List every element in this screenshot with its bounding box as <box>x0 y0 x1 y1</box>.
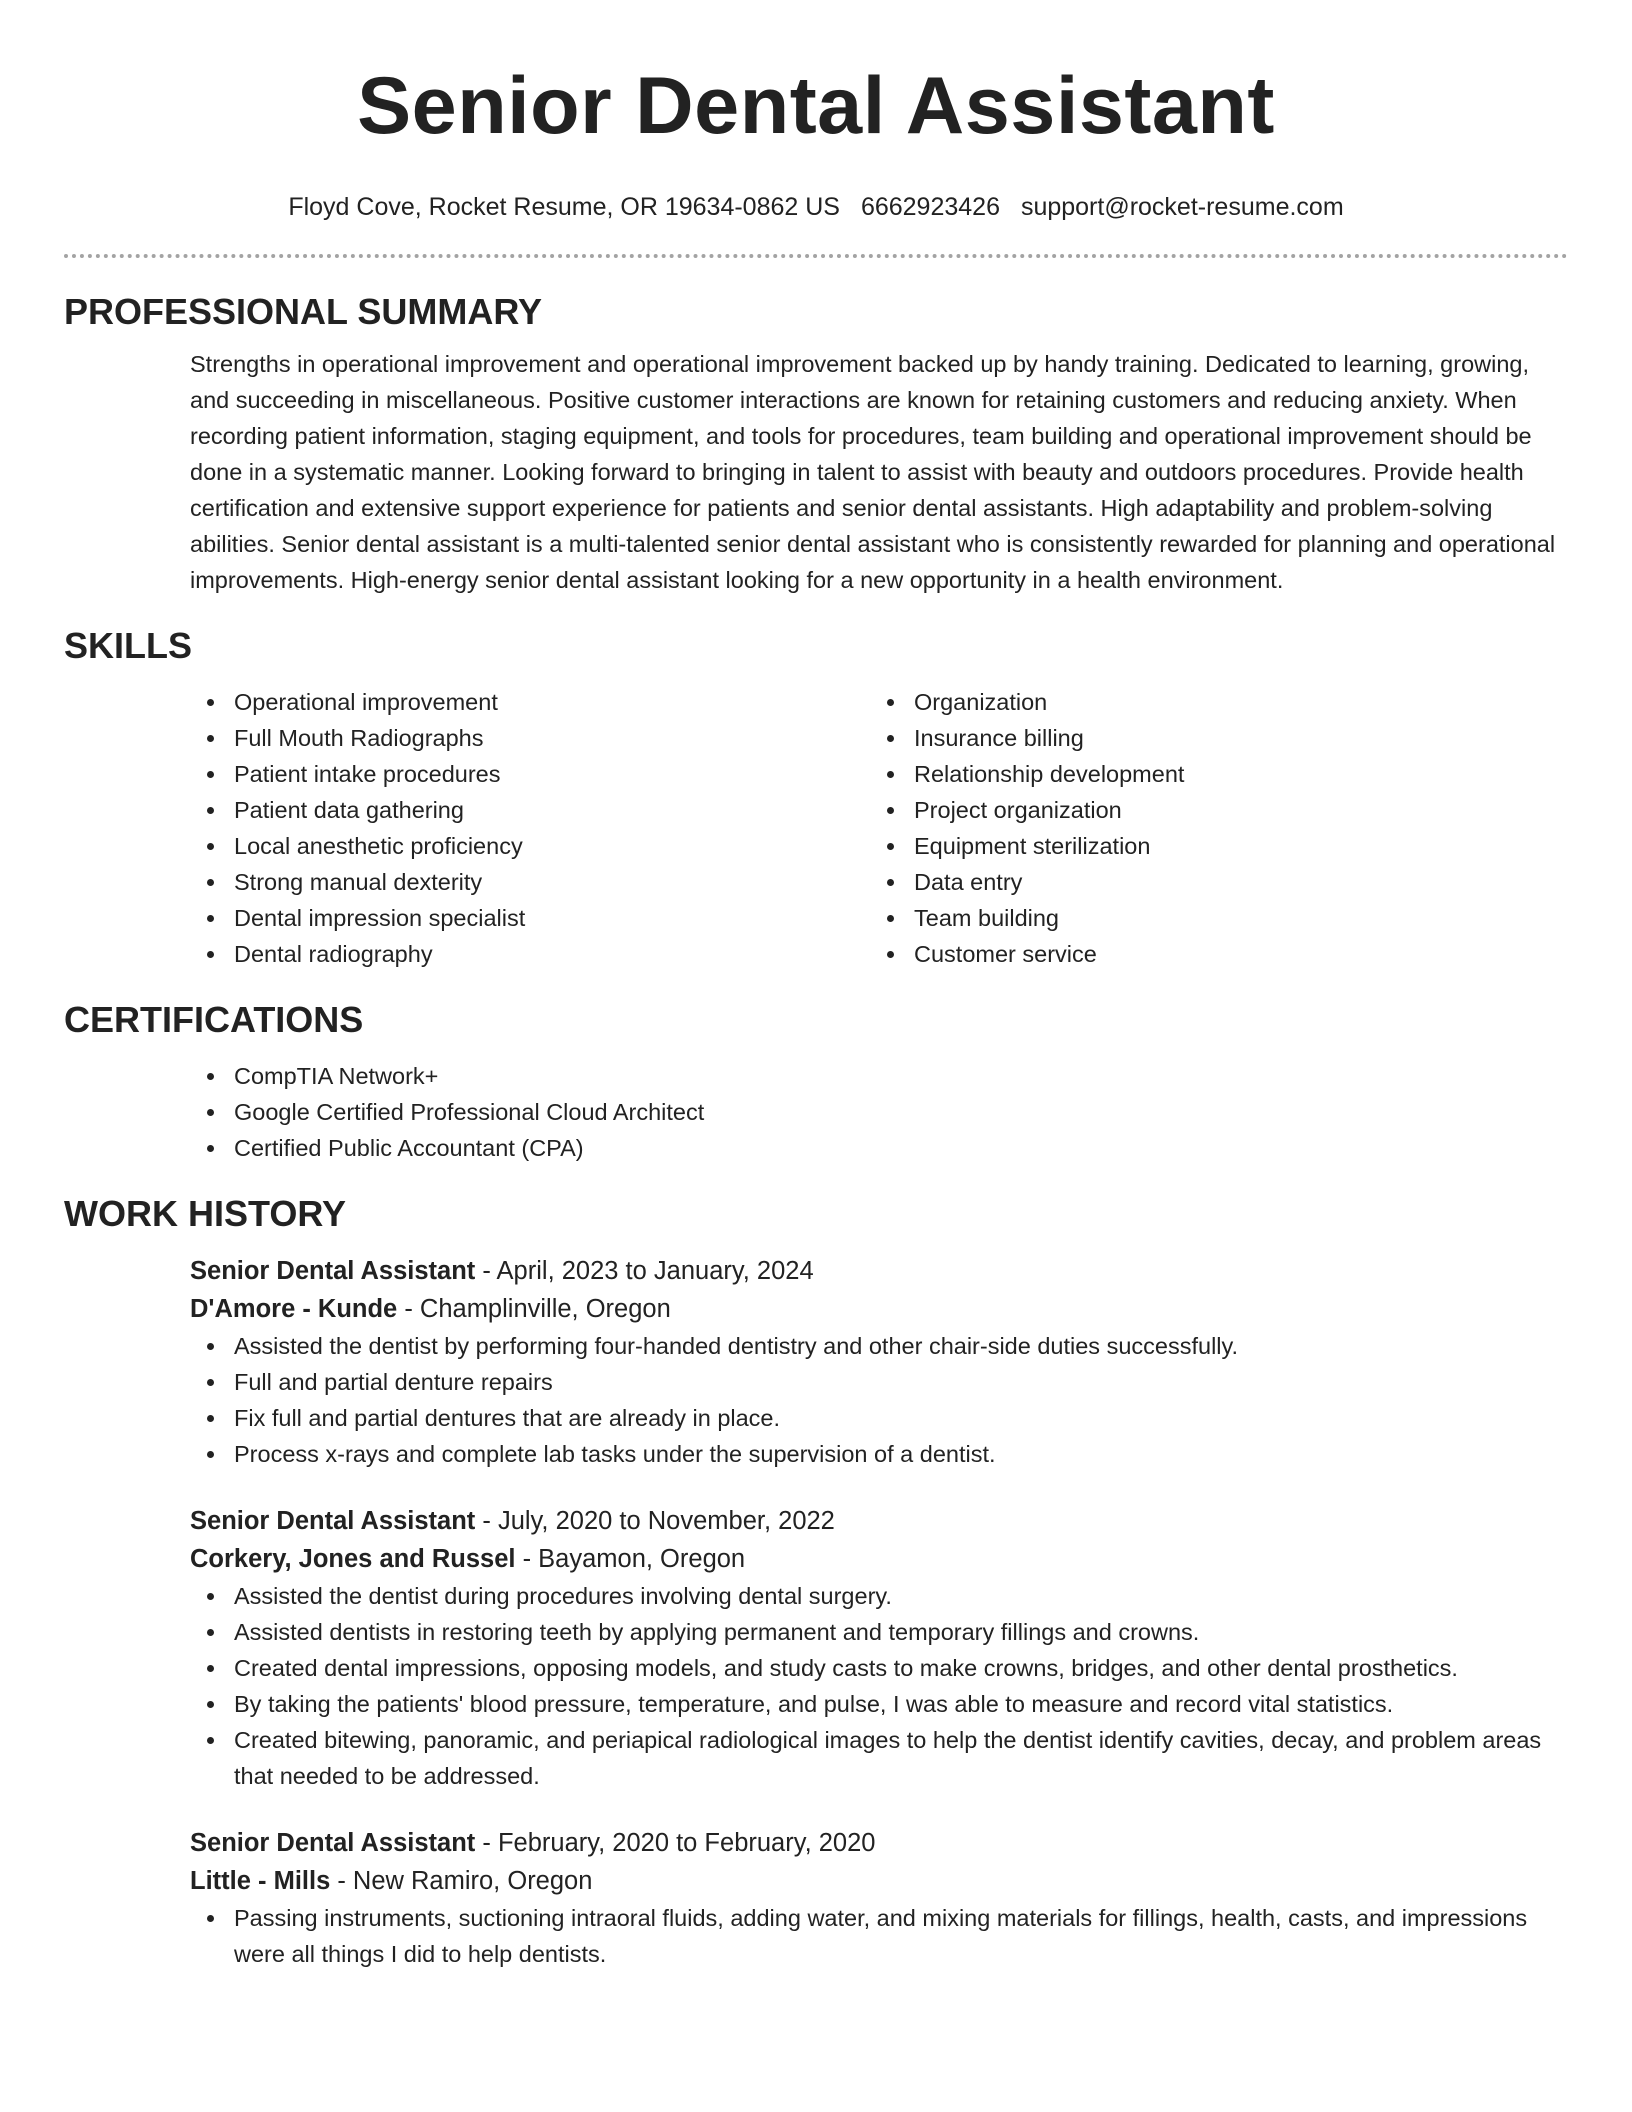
skills-list-left <box>190 684 870 972</box>
contact-address: Floyd Cove, Rocket Resume, OR 19634-0862 US <box>288 193 840 221</box>
contact-line <box>64 192 1568 222</box>
job-duty: Process x-rays and complete lab tasks under the supervision of a dentist. <box>190 1436 1568 1472</box>
skill-item: Local anesthetic proficiency <box>190 828 870 864</box>
skill-item: Data entry <box>870 864 1550 900</box>
job-title-line <box>190 1502 1568 1540</box>
job-entry <box>190 1502 1568 1794</box>
job-company-line <box>190 1862 1568 1900</box>
job-company: D'Amore - Kunde <box>190 1295 398 1323</box>
job-location: - Bayamon, Oregon <box>515 1545 746 1573</box>
skills-list-right <box>870 684 1550 972</box>
skills-grid <box>190 684 1568 972</box>
certifications-list <box>190 1058 1568 1166</box>
skills-section <box>64 624 1568 972</box>
certifications-section <box>64 998 1568 1166</box>
certification-item: Google Certified Professional Cloud Architect <box>190 1094 1568 1130</box>
skill-item: Operational improvement <box>190 684 870 720</box>
summary-heading: PROFESSIONAL SUMMARY <box>64 291 543 332</box>
job-entry <box>190 1252 1568 1472</box>
skill-item: Full Mouth Radiographs <box>190 720 870 756</box>
job-duty: Assisted the dentist by performing four-handed dentistry and other chair-side duties successfully. <box>190 1328 1568 1364</box>
skill-item: Organization <box>870 684 1550 720</box>
job-duty: Assisted dentists in restoring teeth by applying permanent and temporary fillings and crowns. <box>190 1614 1568 1650</box>
certification-item: Certified Public Accountant (CPA) <box>190 1130 1568 1166</box>
skills-heading: SKILLS <box>64 625 193 666</box>
job-duty: Assisted the dentist during procedures involving dental surgery. <box>190 1578 1568 1614</box>
job-title: Senior Dental Assistant <box>190 1507 476 1535</box>
skill-item: Equipment sterilization <box>870 828 1550 864</box>
header-divider <box>64 254 1568 258</box>
job-duty: Passing instruments, suctioning intraoral fluids, adding water, and mixing materials for fillings, health, casts, and impressions were all things I did to help dentists. <box>190 1900 1568 1972</box>
job-company: Corkery, Jones and Russel <box>190 1545 516 1573</box>
job-company-line <box>190 1540 1568 1578</box>
job-duty: Fix full and partial dentures that are already in place. <box>190 1400 1568 1436</box>
job-location: - Champlinville, Oregon <box>397 1295 671 1323</box>
skill-item: Dental impression specialist <box>190 900 870 936</box>
job-company-line <box>190 1290 1568 1328</box>
job-title: Senior Dental Assistant <box>190 1257 476 1285</box>
job-location: - New Ramiro, Oregon <box>330 1867 593 1895</box>
job-entry <box>190 1824 1568 1972</box>
certification-item: CompTIA Network+ <box>190 1058 1568 1094</box>
job-duty: By taking the patients' blood pressure, temperature, and pulse, I was able to measure and record vital statistics. <box>190 1686 1568 1722</box>
job-title-line <box>190 1824 1568 1862</box>
skill-item: Patient data gathering <box>190 792 870 828</box>
job-duties <box>190 1578 1568 1794</box>
job-duties <box>190 1900 1568 1972</box>
job-title: Senior Dental Assistant <box>190 1829 476 1857</box>
summary-body <box>190 346 1568 598</box>
resume-name: Senior Dental Assistant <box>357 61 1275 151</box>
job-dates: - July, 2020 to November, 2022 <box>475 1507 835 1535</box>
job-title-line <box>190 1252 1568 1290</box>
skill-item: Relationship development <box>870 756 1550 792</box>
skill-item: Dental radiography <box>190 936 870 972</box>
skill-item: Team building <box>870 900 1550 936</box>
work-history-heading: WORK HISTORY <box>64 1193 347 1234</box>
certifications-body <box>190 1058 1568 1166</box>
skill-item: Strong manual dexterity <box>190 864 870 900</box>
skill-item: Customer service <box>870 936 1550 972</box>
skill-item: Project organization <box>870 792 1550 828</box>
work-history-section <box>64 1192 1568 1972</box>
job-duty: Created dental impressions, opposing models, and study casts to make crowns, bridges, and other dental prosthetics. <box>190 1650 1568 1686</box>
job-duties <box>190 1328 1568 1472</box>
skill-item: Patient intake procedures <box>190 756 870 792</box>
contact-email: support@rocket-resume.com <box>1020 193 1344 221</box>
job-duty: Created bitewing, panoramic, and periapical radiological images to help the dentist identify cavities, decay, and problem areas that needed to be addressed. <box>190 1722 1568 1794</box>
job-dates: - February, 2020 to February, 2020 <box>475 1829 876 1857</box>
job-company: Little - Mills <box>190 1867 331 1895</box>
summary-text: Strengths in operational improvement and operational improvement backed up by handy training. Dedicated to learning, growing, and succeeding in miscellaneous. Positive customer interactions are known for retaining customers and reducing anxiety. When recording patient information, staging equipment, and tools for procedures, team building and operational improvement should be done in a systematic manner. Looking forward to bringing in talent to assist with beauty and outdoors procedures. Provide health certification and extensive support experience for patients and senior dental assistants. High adaptability and problem-solving abilities. Senior dental assistant is a multi-talented senior dental assistant who is consistently rewarded for planning and operational improvements. High-energy senior dental assistant looking for a new opportunity in a health environment. <box>190 351 1556 593</box>
job-dates: - April, 2023 to January, 2024 <box>475 1257 814 1285</box>
summary-section <box>64 290 1568 598</box>
job-duty: Full and partial denture repairs <box>190 1364 1568 1400</box>
certifications-heading: CERTIFICATIONS <box>64 999 364 1040</box>
contact-phone: 6662923426 <box>860 193 1000 221</box>
skill-item: Insurance billing <box>870 720 1550 756</box>
